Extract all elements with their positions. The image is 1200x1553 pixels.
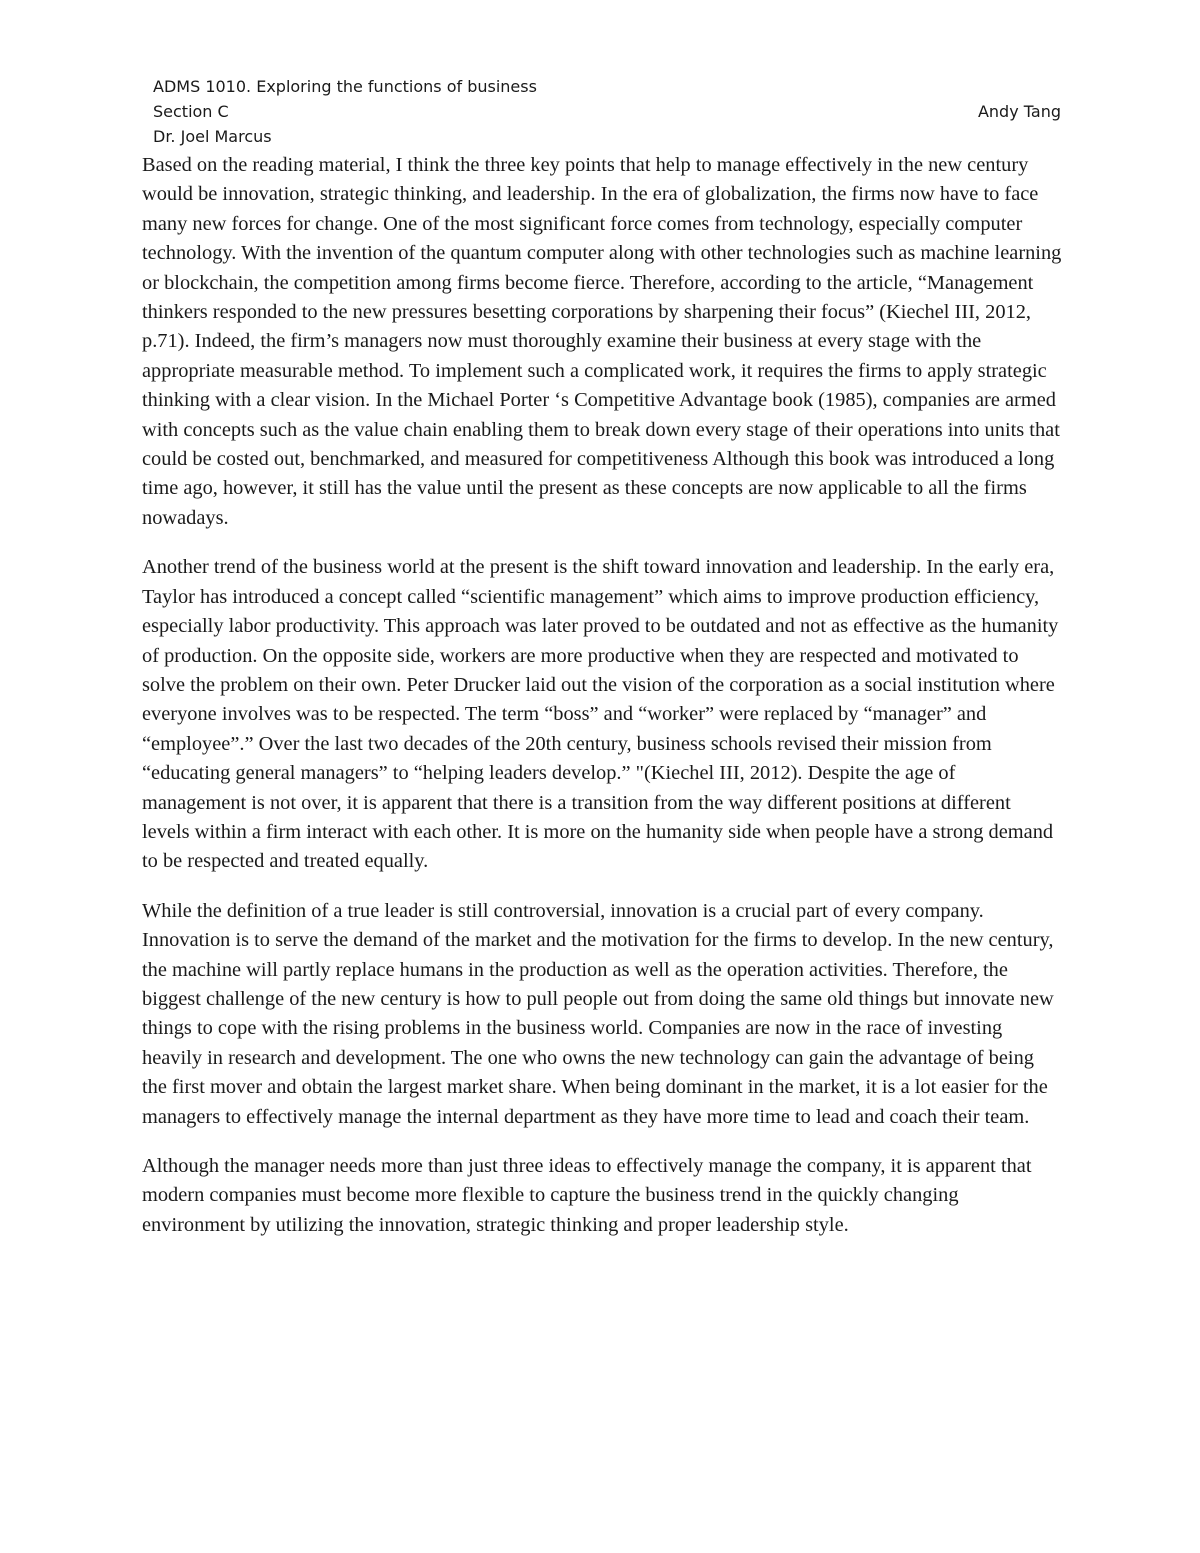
instructor-name: Dr. Joel Marcus bbox=[153, 127, 272, 146]
section-label: Section C bbox=[153, 102, 229, 121]
document-header bbox=[153, 74, 1061, 149]
essay-body bbox=[142, 151, 1062, 1260]
header-course-line bbox=[153, 74, 1061, 99]
header-section-line bbox=[153, 99, 1061, 124]
course-title: ADMS 1010. Exploring the functions of business bbox=[153, 77, 537, 96]
header-instructor-line bbox=[153, 124, 1061, 149]
author-name: Andy Tang bbox=[977, 102, 1061, 121]
paragraph-2: Another trend of the business world at the present is the shift toward innovation and leadership. In the early era, Taylor has introduced a concept called “scientific management” which aims to improve production efficiency, especially labor productivity. This approach was later proved to be outdated and not as effective as the humanity of production. On the opposite side, workers are more productive when they are respected and motivated to solve the problem on their own. Peter Drucker laid out the vision of the corporation as a social institution where everyone involves was to be respected. The term “boss” and “worker” were replaced by “manager” and “employee”.” Over the last two decades of the 20th century, business schools revised their mission from “educating general managers” to “helping leaders develop.” "(Kiechel III, 2012). Despite the age of management is not over, it is apparent that there is a transition from the way different positions at different levels within a firm interact with each other. It is more on the humanity side when people have a strong demand to be respected and treated equally. bbox=[142, 556, 1059, 873]
paragraph-1: Based on the reading material, I think the three key points that help to manage effectively in the new century would be innovation, strategic thinking, and leadership. In the era of globalization, the firms now have to face many new forces for change. One of the most significant force comes from technology, especially computer technology. With the invention of the quantum computer along with other technologies such as machine learning or blockchain, the competition among firms become fierce. Therefore, according to the article, “Management thinkers responded to the new pressures besetting corporations by sharpening their focus” (Kiechel III, 2012, p.71). Indeed, the firm’s managers now must thoroughly examine their business at every stage with the appropriate measurable method. To implement such a complicated work, it requires the firms to apply strategic thinking with a clear vision. In the Michael Porter ‘s Competitive Advantage book (1985), companies are armed with concepts such as the value chain enabling them to break down every stage of their operations into units that could be costed out, benchmarked, and measured for competitiveness Although this book was introduced a long time ago, however, it still has the value until the present as these concepts are now applicable to all the firms nowadays. bbox=[142, 154, 1062, 529]
paragraph-3: While the definition of a true leader is still controversial, innovation is a crucial part of every company. Innovation is to serve the demand of the market and the motivation for the firms to develop. In the new century, the machine will partly replace humans in the production as well as the operation activities. Therefore, the biggest challenge of the new century is how to pull people out from doing the same old things but innovate new things to cope with the rising problems in the business world. Companies are now in the race of investing heavily in research and development. The one who owns the new technology can gain the advantage of being the first mover and obtain the largest market share. When being dominant in the market, it is a lot easier for the managers to effectively manage the internal department as they have more time to lead and coach their team. bbox=[142, 899, 1054, 1128]
paragraph-4: Although the manager needs more than just three ideas to effectively manage the company, it is apparent that modern companies must become more flexible to capture the business trend in the quickly changing environment by utilizing the innovation, strategic thinking and proper leadership style. bbox=[142, 1155, 1032, 1236]
